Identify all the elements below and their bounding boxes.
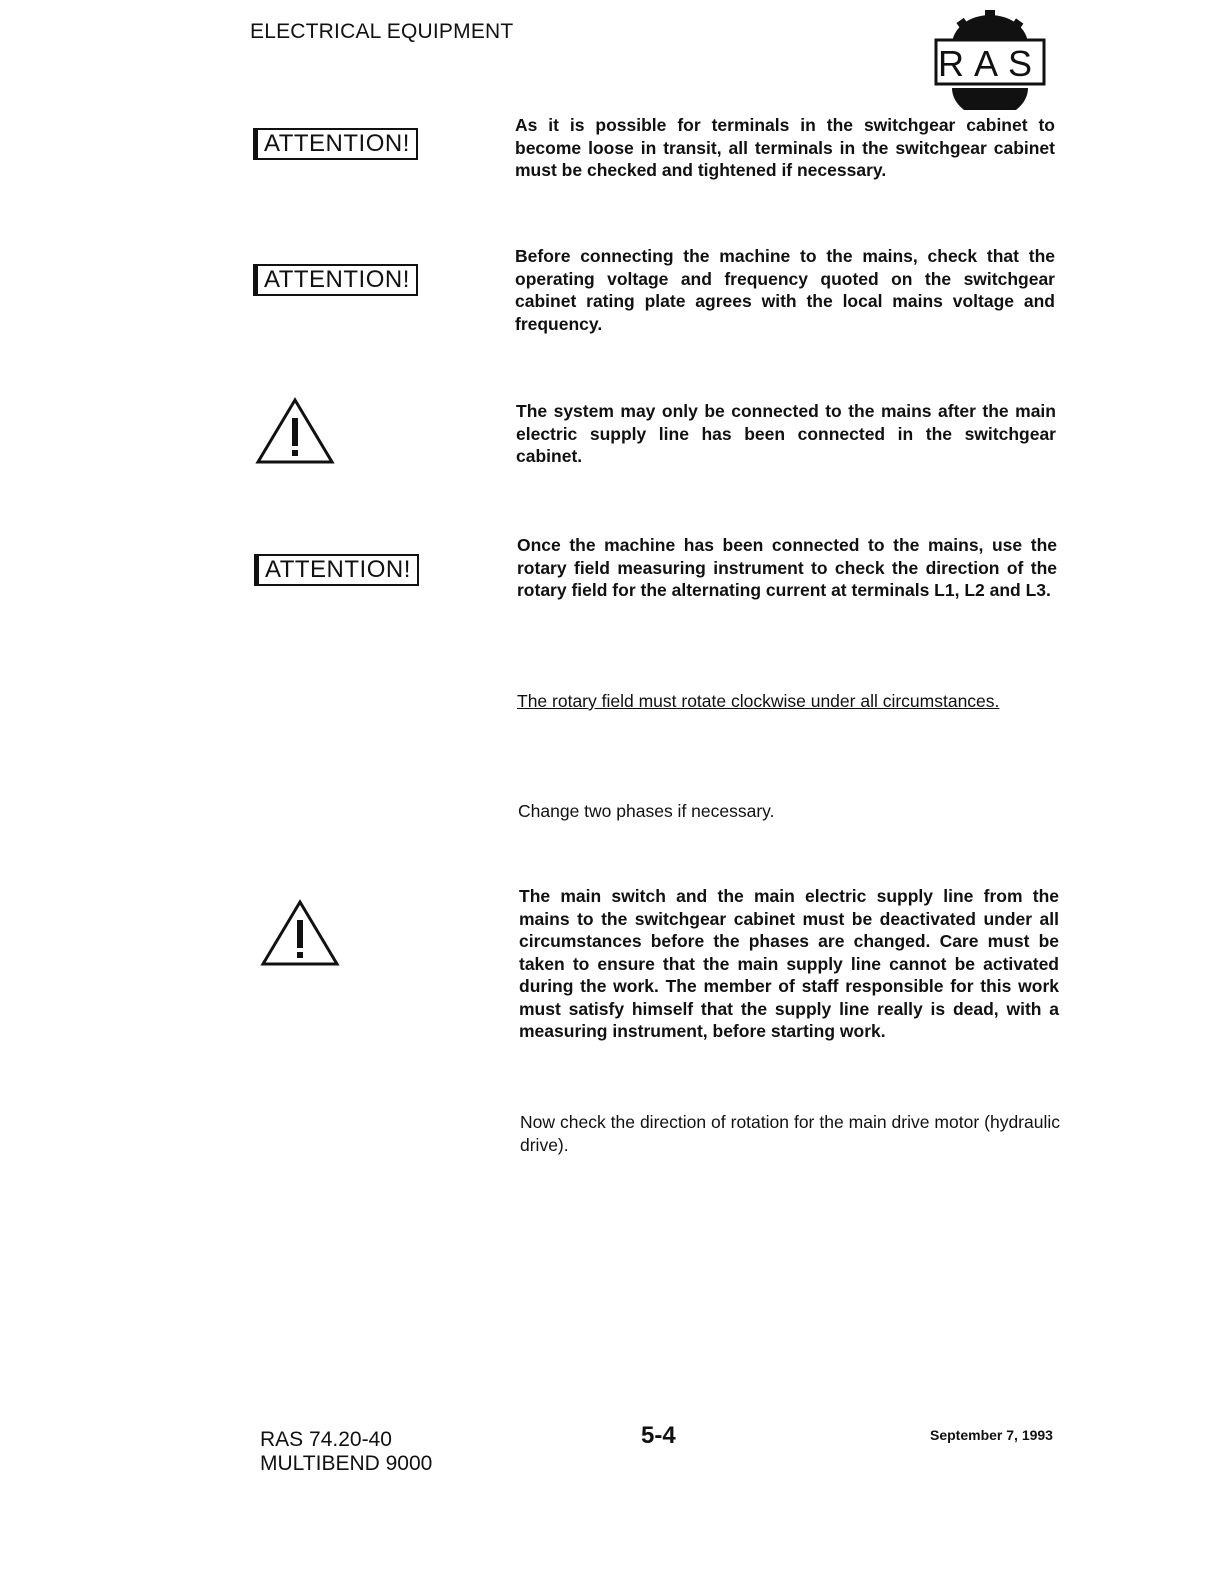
warning-triangle-icon: [260, 898, 340, 968]
section-title: ELECTRICAL EQUIPMENT: [250, 20, 514, 43]
note-paragraph: Now check the direction of rotation for the main drive motor (hydraulic drive).: [520, 1112, 1060, 1155]
page-number: 5-4: [641, 1422, 676, 1449]
footer-document-id: [260, 1428, 432, 1476]
attention-badge: ATTENTION!: [256, 128, 418, 160]
attention-badge: ATTENTION!: [256, 264, 418, 296]
svg-text:RAS: RAS: [937, 43, 1043, 84]
product-name: MULTIBEND 9000: [260, 1452, 433, 1475]
doc-number: RAS 74.20-40: [260, 1428, 392, 1451]
note-paragraph: As it is possible for terminals in the switchgear cabinet to become loose in transit, all terminals in the switchgear cabinet must be checked and tightened if necessary.: [515, 115, 1055, 180]
note-paragraph: Change two phases if necessary.: [518, 801, 775, 821]
note-paragraph: The main switch and the main electric supply line from the mains to the switchgear cabinet must be deactivated under all circumstances before the phases are changed. Care must be taken to ensure that the main supply line cannot be activated during the work. The member of staff responsible for this work must satisfy himself that the supply line really is dead, with a measuring instrument, before starting work.: [519, 886, 1059, 1041]
ras-logo: [930, 10, 1050, 110]
note-paragraph: The rotary field must rotate clockwise under all circumstances.: [517, 691, 1000, 711]
note-paragraph: The system may only be connected to the mains after the main electric supply line has been connected in the switchgear cabinet.: [516, 401, 1056, 466]
attention-badge: ATTENTION!: [257, 554, 419, 586]
footer-date: September 7, 1993: [930, 1427, 1053, 1443]
warning-triangle-icon: [255, 396, 335, 466]
note-paragraph: Once the machine has been connected to the mains, use the rotary field measuring instrument to check the direction of the rotary field for the alternating current at terminals L1, L2 and L3.: [517, 535, 1057, 600]
note-paragraph: Before connecting the machine to the mains, check that the operating voltage and frequency quoted on the switchgear cabinet rating plate agrees with the local mains voltage and frequency.: [515, 246, 1055, 334]
